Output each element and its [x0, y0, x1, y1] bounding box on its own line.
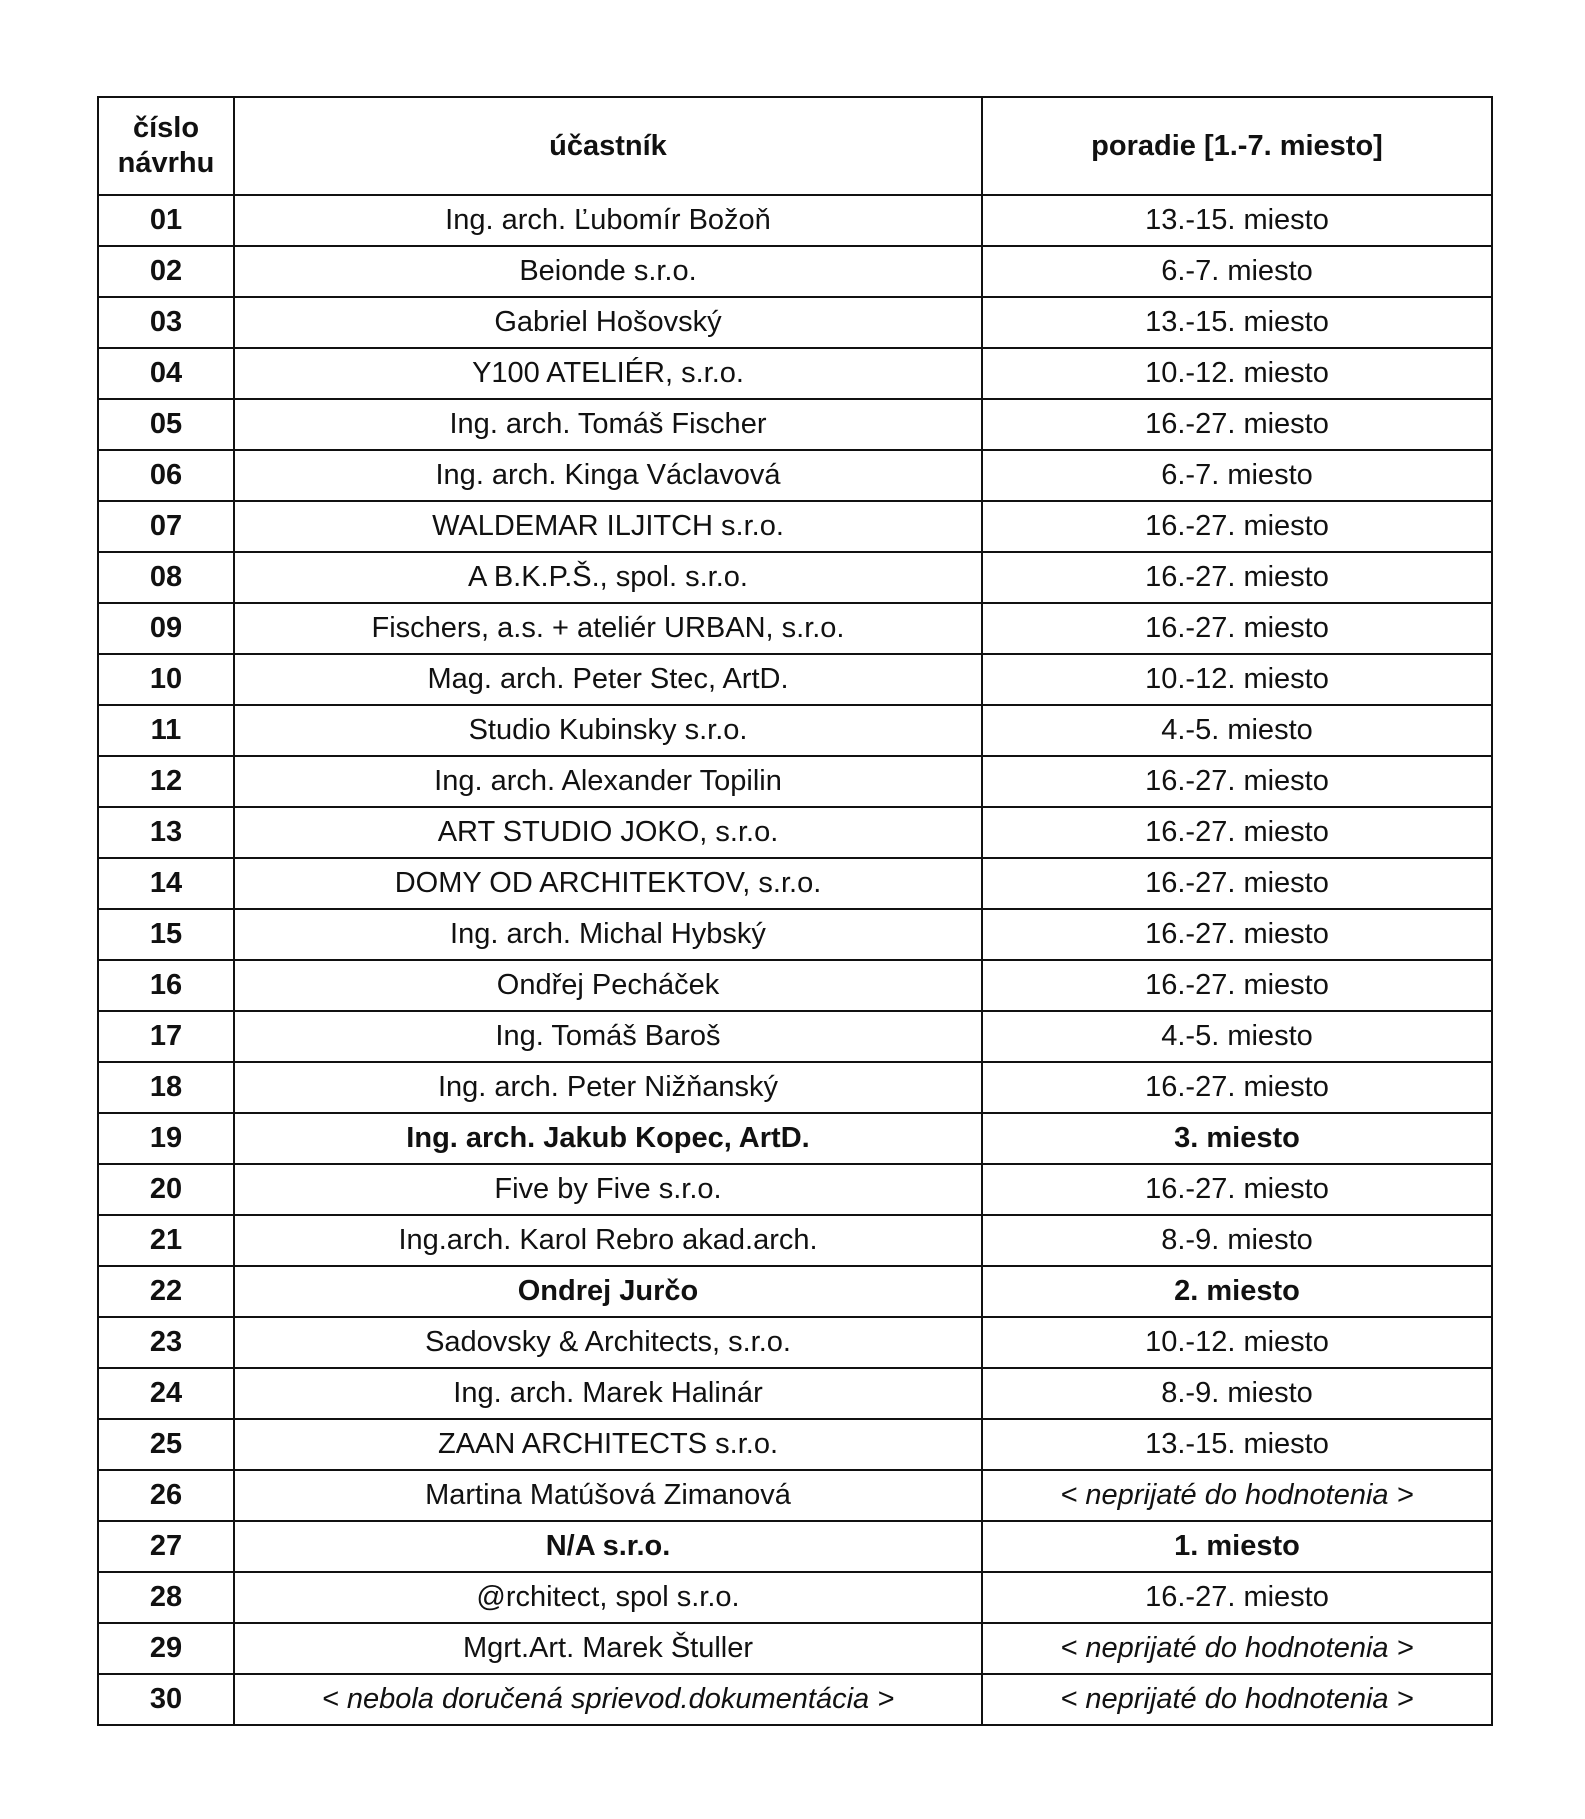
- participant-name: Y100 ATELIÉR, s.r.o.: [234, 348, 982, 399]
- table-row: [98, 450, 1492, 501]
- rank: 16.-27. miesto: [982, 909, 1492, 960]
- table-row: [98, 1419, 1492, 1470]
- table-row: [98, 1572, 1492, 1623]
- table-row: [98, 705, 1492, 756]
- rank: 13.-15. miesto: [982, 297, 1492, 348]
- table-row: [98, 1470, 1492, 1521]
- row-number: 10: [98, 654, 234, 705]
- participant-name: Sadovsky & Architects, s.r.o.: [234, 1317, 982, 1368]
- rank: 1. miesto: [982, 1521, 1492, 1572]
- participant-name: Ing.arch. Karol Rebro akad.arch.: [234, 1215, 982, 1266]
- rank: 16.-27. miesto: [982, 1062, 1492, 1113]
- row-number: 22: [98, 1266, 234, 1317]
- table-row: [98, 1674, 1492, 1725]
- participant-name: DOMY OD ARCHITEKTOV, s.r.o.: [234, 858, 982, 909]
- rank: 16.-27. miesto: [982, 552, 1492, 603]
- header-number-line1: číslo: [132, 112, 200, 145]
- row-number: 01: [98, 195, 234, 246]
- rank: 16.-27. miesto: [982, 399, 1492, 450]
- row-number: 18: [98, 1062, 234, 1113]
- row-number: 23: [98, 1317, 234, 1368]
- rank: 10.-12. miesto: [982, 654, 1492, 705]
- row-number: 27: [98, 1521, 234, 1572]
- rank: 13.-15. miesto: [982, 195, 1492, 246]
- table-row: [98, 1317, 1492, 1368]
- participant-name: Ing. arch. Marek Halinár: [234, 1368, 982, 1419]
- results-table: [97, 96, 1493, 1726]
- table-row: [98, 1215, 1492, 1266]
- table-row: [98, 348, 1492, 399]
- rank: 16.-27. miesto: [982, 501, 1492, 552]
- rank: 16.-27. miesto: [982, 807, 1492, 858]
- table-row: [98, 909, 1492, 960]
- table-row: [98, 1368, 1492, 1419]
- participant-name: @rchitect, spol s.r.o.: [234, 1572, 982, 1623]
- header-number-line2: návrhu: [117, 147, 215, 179]
- rank: 16.-27. miesto: [982, 1164, 1492, 1215]
- participant-name: Gabriel Hošovský: [234, 297, 982, 348]
- rank: 6.-7. miesto: [982, 450, 1492, 501]
- row-number: 21: [98, 1215, 234, 1266]
- participant-name: Ing. Tomáš Baroš: [234, 1011, 982, 1062]
- header-participant: účastník: [234, 97, 982, 195]
- table-row: [98, 960, 1492, 1011]
- row-number: 17: [98, 1011, 234, 1062]
- rank: 16.-27. miesto: [982, 756, 1492, 807]
- header-rank: poradie [1.-7. miesto]: [982, 97, 1492, 195]
- table-row: [98, 195, 1492, 246]
- row-number: 04: [98, 348, 234, 399]
- participant-name: ZAAN ARCHITECTS s.r.o.: [234, 1419, 982, 1470]
- participant-name: Mgrt.Art. Marek Štuller: [234, 1623, 982, 1674]
- rank: 3. miesto: [982, 1113, 1492, 1164]
- participant-name: < nebola doručená sprievod.dokumentácia >: [234, 1674, 982, 1725]
- table-row: [98, 603, 1492, 654]
- table-row: [98, 552, 1492, 603]
- row-number: 20: [98, 1164, 234, 1215]
- header-number: [98, 97, 234, 195]
- rank: 6.-7. miesto: [982, 246, 1492, 297]
- table-row: [98, 1062, 1492, 1113]
- participant-name: WALDEMAR ILJITCH s.r.o.: [234, 501, 982, 552]
- row-number: 15: [98, 909, 234, 960]
- row-number: 05: [98, 399, 234, 450]
- row-number: 24: [98, 1368, 234, 1419]
- table-row: [98, 807, 1492, 858]
- participant-name: Beionde s.r.o.: [234, 246, 982, 297]
- participant-name: Ing. arch. Tomáš Fischer: [234, 399, 982, 450]
- row-number: 12: [98, 756, 234, 807]
- participant-name: Ing. arch. Alexander Topilin: [234, 756, 982, 807]
- participant-name: Martina Matúšová Zimanová: [234, 1470, 982, 1521]
- rank: 8.-9. miesto: [982, 1368, 1492, 1419]
- participant-name: Ing. arch. Jakub Kopec, ArtD.: [234, 1113, 982, 1164]
- row-number: 16: [98, 960, 234, 1011]
- row-number: 30: [98, 1674, 234, 1725]
- participant-name: Ing. arch. Michal Hybský: [234, 909, 982, 960]
- rank: 4.-5. miesto: [982, 1011, 1492, 1062]
- row-number: 29: [98, 1623, 234, 1674]
- rank: 8.-9. miesto: [982, 1215, 1492, 1266]
- participant-name: Mag. arch. Peter Stec, ArtD.: [234, 654, 982, 705]
- row-number: 11: [98, 705, 234, 756]
- table-row: [98, 654, 1492, 705]
- rank: 2. miesto: [982, 1266, 1492, 1317]
- rank: 13.-15. miesto: [982, 1419, 1492, 1470]
- table-row: [98, 1164, 1492, 1215]
- rank: 16.-27. miesto: [982, 1572, 1492, 1623]
- row-number: 26: [98, 1470, 234, 1521]
- row-number: 09: [98, 603, 234, 654]
- table-row: [98, 246, 1492, 297]
- table-row: [98, 1521, 1492, 1572]
- participant-name: Ing. arch. Peter Nižňanský: [234, 1062, 982, 1113]
- rank: 10.-12. miesto: [982, 348, 1492, 399]
- row-number: 06: [98, 450, 234, 501]
- participant-name: Five by Five s.r.o.: [234, 1164, 982, 1215]
- participant-name: Ondrej Jurčo: [234, 1266, 982, 1317]
- row-number: 28: [98, 1572, 234, 1623]
- participant-name: Ondřej Pecháček: [234, 960, 982, 1011]
- row-number: 14: [98, 858, 234, 909]
- participant-name: Fischers, a.s. + ateliér URBAN, s.r.o.: [234, 603, 982, 654]
- rank: 16.-27. miesto: [982, 603, 1492, 654]
- rank: 16.-27. miesto: [982, 960, 1492, 1011]
- table-row: [98, 297, 1492, 348]
- participant-name: A B.K.P.Š., spol. s.r.o.: [234, 552, 982, 603]
- header-row: [98, 97, 1492, 195]
- table-row: [98, 1266, 1492, 1317]
- table-row: [98, 1623, 1492, 1674]
- rank: < neprijaté do hodnotenia >: [982, 1674, 1492, 1725]
- row-number: 25: [98, 1419, 234, 1470]
- row-number: 19: [98, 1113, 234, 1164]
- row-number: 07: [98, 501, 234, 552]
- rank: < neprijaté do hodnotenia >: [982, 1470, 1492, 1521]
- participant-name: ART STUDIO JOKO, s.r.o.: [234, 807, 982, 858]
- rank: 16.-27. miesto: [982, 858, 1492, 909]
- participant-name: Studio Kubinsky s.r.o.: [234, 705, 982, 756]
- table-row: [98, 1113, 1492, 1164]
- rank: < neprijaté do hodnotenia >: [982, 1623, 1492, 1674]
- participant-name: Ing. arch. Ľubomír Božoň: [234, 195, 982, 246]
- row-number: 13: [98, 807, 234, 858]
- table-row: [98, 858, 1492, 909]
- row-number: 08: [98, 552, 234, 603]
- row-number: 03: [98, 297, 234, 348]
- participant-name: Ing. arch. Kinga Václavová: [234, 450, 982, 501]
- table-row: [98, 1011, 1492, 1062]
- table-row: [98, 756, 1492, 807]
- rank: 10.-12. miesto: [982, 1317, 1492, 1368]
- participant-name: N/A s.r.o.: [234, 1521, 982, 1572]
- table-row: [98, 399, 1492, 450]
- rank: 4.-5. miesto: [982, 705, 1492, 756]
- row-number: 02: [98, 246, 234, 297]
- table-row: [98, 501, 1492, 552]
